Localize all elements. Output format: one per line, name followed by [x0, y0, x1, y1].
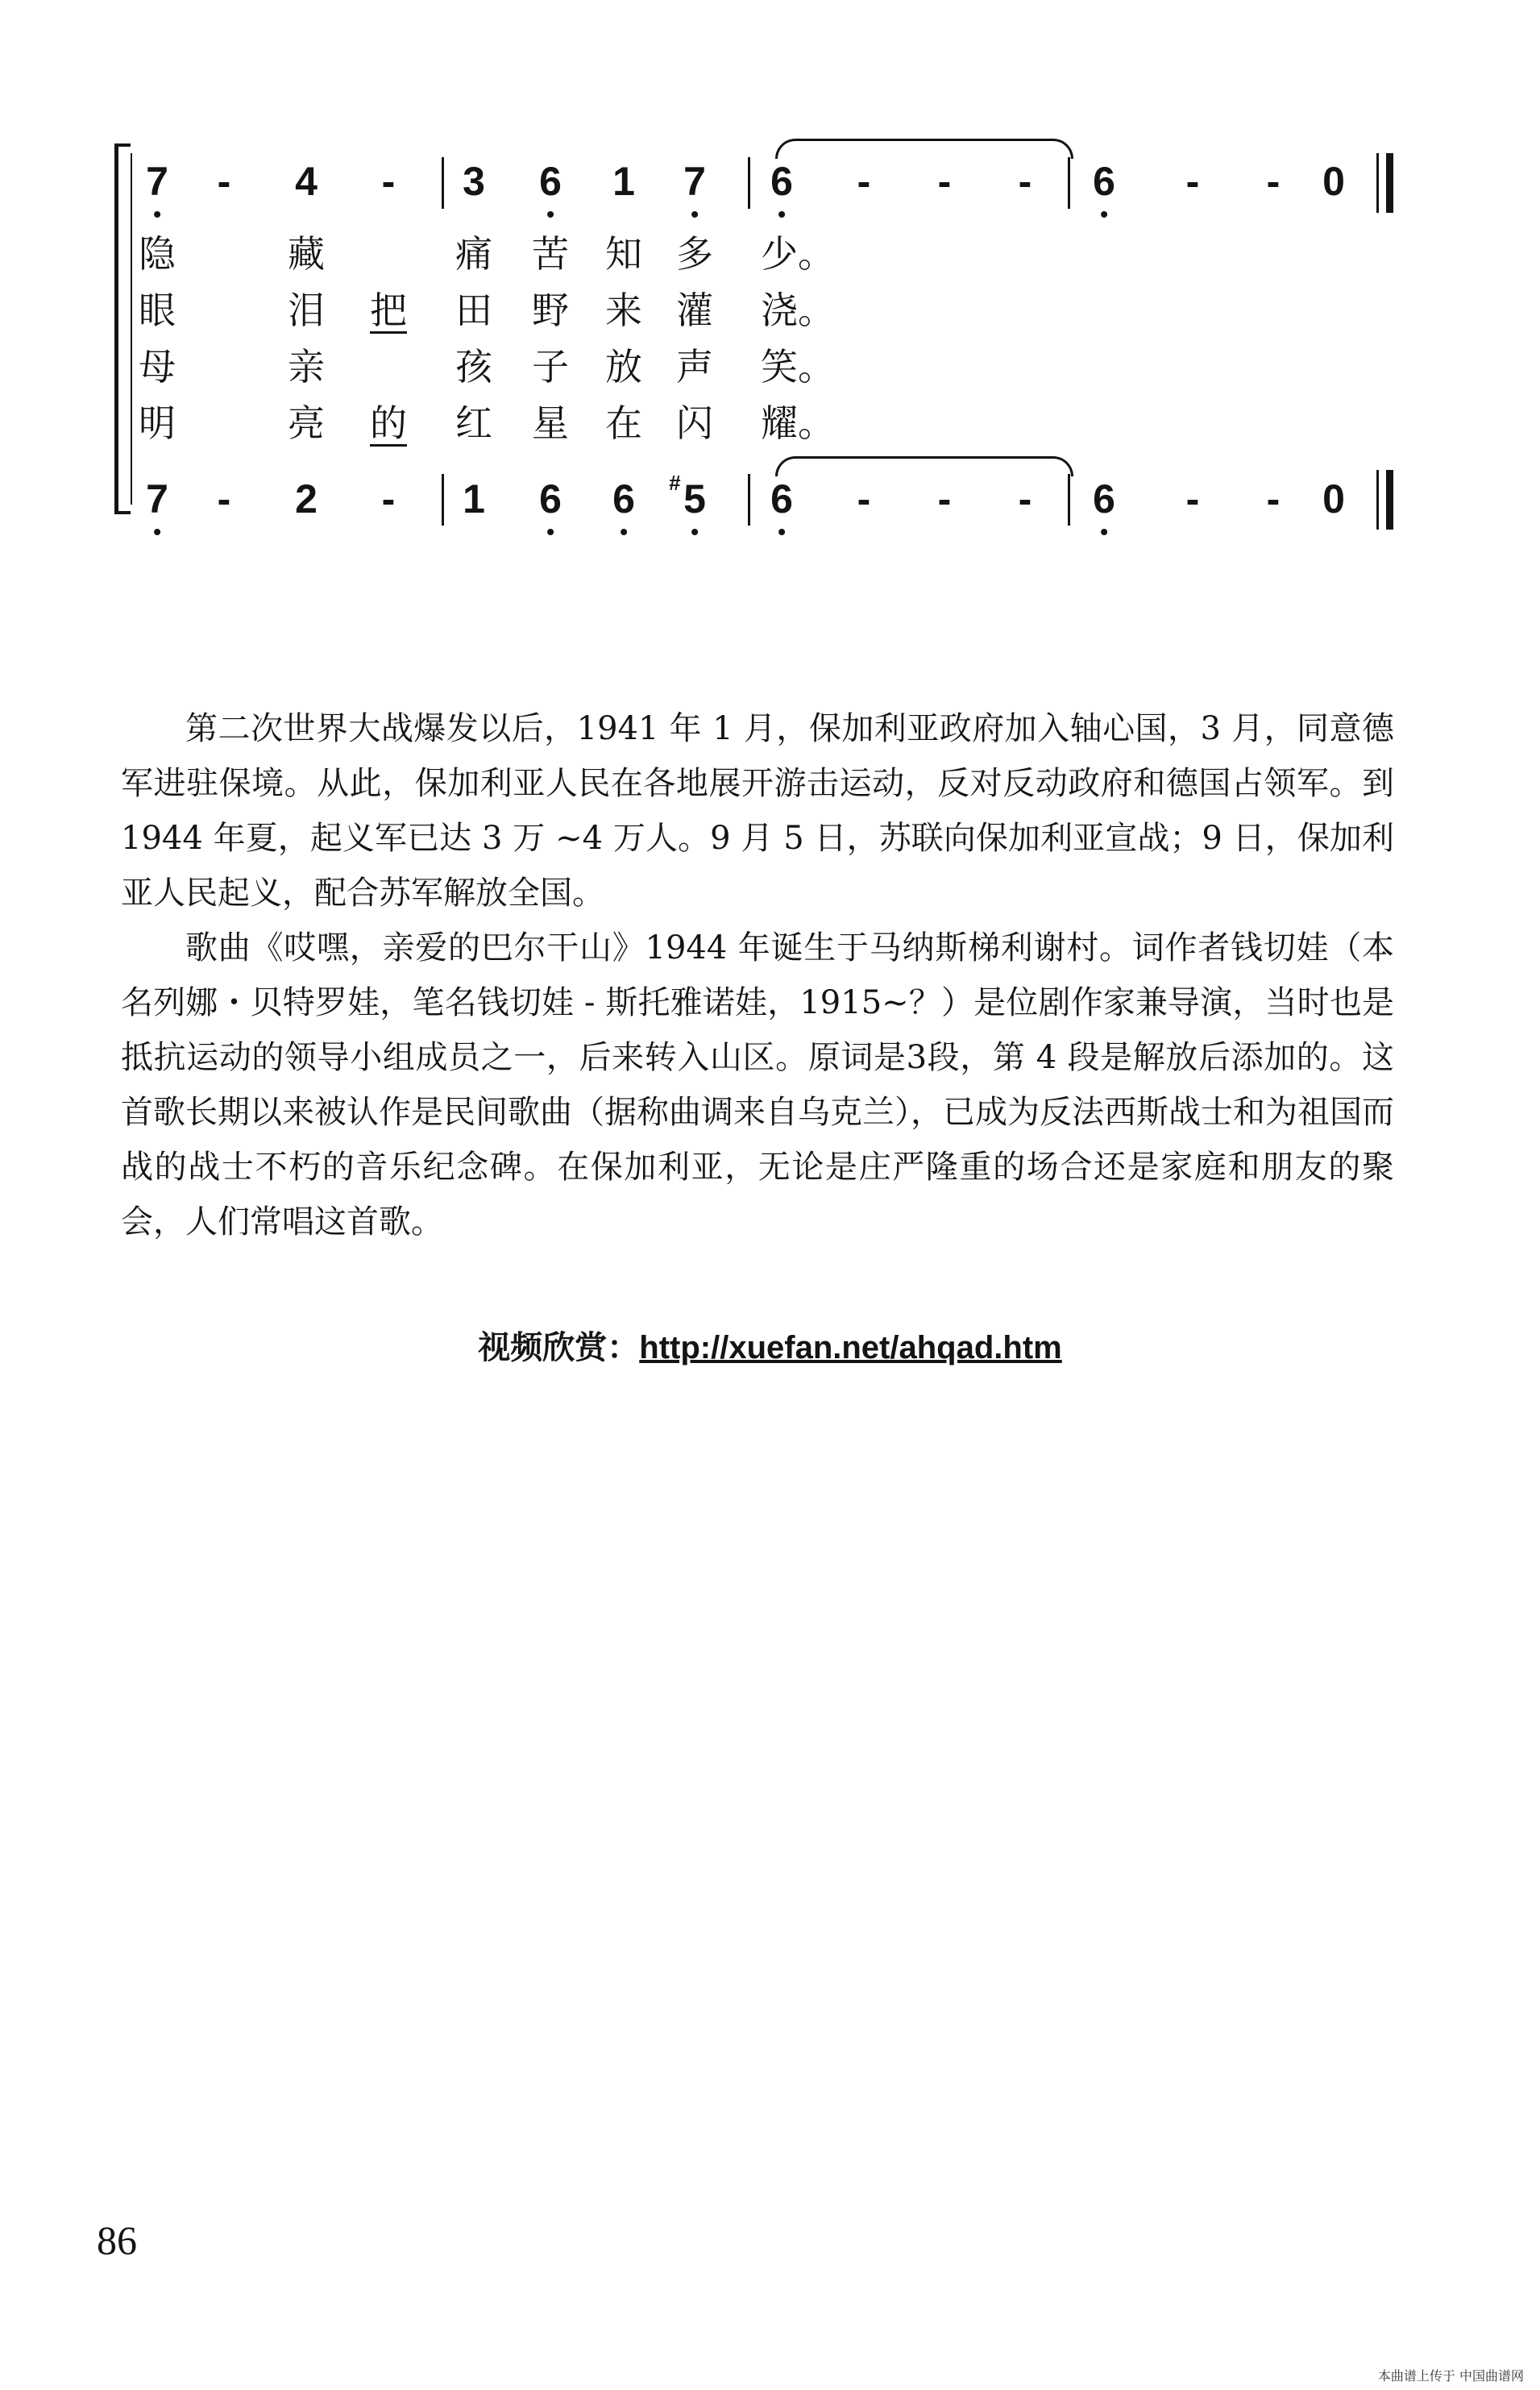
final-barline-thick: [1386, 470, 1393, 530]
note: 7: [146, 161, 168, 202]
lyric-syllable: 在: [605, 401, 642, 445]
lyric-syllable: 红: [455, 401, 492, 445]
final-barline-thick: [1386, 153, 1393, 213]
note: -: [1266, 159, 1281, 204]
tie: [775, 139, 1073, 159]
note: 1: [612, 159, 635, 204]
lyric-syllable: 子: [532, 345, 569, 389]
lyric-syllable: 闪: [676, 401, 713, 445]
note: -: [1266, 476, 1281, 522]
video-link[interactable]: http://xuefan.net/ahqad.htm: [639, 1330, 1062, 1365]
system-bracket-top-hook: [114, 143, 131, 147]
barline: [442, 157, 444, 209]
octave-dot: [621, 529, 627, 535]
system-bracket-inner: [131, 153, 132, 505]
note: 0: [1322, 476, 1345, 522]
system-bracket: [114, 143, 118, 514]
barline: [442, 474, 444, 526]
note: -: [937, 476, 952, 522]
octave-dot: [547, 211, 554, 218]
lyric-syllable: 野: [532, 289, 569, 332]
octave-dot: [154, 529, 160, 535]
lyric-syllable: 灌: [676, 289, 713, 332]
lyric-syllable: 的: [370, 401, 407, 445]
lyric-syllable: 亲: [288, 345, 325, 389]
page-number: 86: [97, 2218, 137, 2263]
footer-watermark: 本曲谱上传于 中国曲谱网: [1377, 2368, 1524, 2384]
octave-dot: [691, 529, 698, 535]
lyric-syllable: 放: [605, 345, 642, 389]
note: -: [217, 476, 231, 522]
final-barline-thin: [1376, 153, 1379, 213]
note: 1: [463, 476, 485, 522]
octave-dot: [547, 529, 554, 535]
lyric-syllable: 隐: [139, 232, 176, 276]
lyric-syllable: 田: [455, 289, 492, 332]
lyric-syllable: 藏: [288, 232, 325, 276]
note: 6: [770, 161, 793, 202]
lyric-syllable: 少。: [761, 232, 835, 276]
octave-dot: [1101, 211, 1107, 218]
octave-dot: [154, 211, 160, 218]
video-line: [0, 1322, 1540, 1368]
note: -: [1018, 159, 1032, 204]
tie: [775, 456, 1073, 476]
final-barline-thin: [1376, 470, 1379, 530]
lyric-syllable: 眼: [139, 289, 176, 332]
note: 6: [539, 161, 562, 202]
article-text: [121, 701, 1394, 1249]
sharp-accidental: #: [669, 471, 681, 495]
note: 0: [1322, 159, 1345, 204]
lyric-syllable: 声: [676, 345, 713, 389]
note: -: [217, 159, 231, 204]
lyric-syllable: 孩: [455, 345, 492, 389]
octave-dot: [1101, 529, 1107, 535]
lyric-syllable: 母: [139, 345, 176, 389]
lyric-syllable: 亮: [288, 401, 325, 445]
system-bracket-bottom-hook: [114, 511, 131, 514]
lyric-syllable: 痛: [455, 232, 492, 276]
note: 3: [463, 159, 485, 204]
paragraph-1: 第二次世界大战爆发以后，1941 年 1 月，保加利亚政府加入轴心国，3 月，同意德军进驻保境。从此，保加利亚人民在各地展开游击运动，反对反动政府和德国占领军。到 1944 年夏，起义军已达 3 万 ~4 万人。9 月 5 日，苏联向保加利亚宣战；9 日，保加利亚人民起义，配合苏军解放全国。: [121, 710, 1394, 912]
barline: [1068, 474, 1070, 526]
barline: [748, 474, 750, 526]
lyric-syllable: 星: [532, 401, 569, 445]
note: 6: [1093, 161, 1115, 202]
lyric-syllable: 把: [370, 289, 407, 332]
lyric-syllable: 多: [676, 232, 713, 276]
note: 6: [1093, 479, 1115, 519]
note: 6: [612, 479, 635, 519]
octave-dot: [778, 529, 785, 535]
note: -: [1018, 476, 1032, 522]
octave-dot: [691, 211, 698, 218]
paragraph-2: 歌曲《哎嘿，亲爱的巴尔干山》1944 年诞生于马纳斯梯利谢村。词作者钱切娃（本名列娜・贝特罗娃，笔名钱切娃 - 斯托雅诺娃，1915~？）是位剧作家兼导演，当时也是抵抗运动的领导小组成员之一，后来转入山区。原词是3段，第 4 段是解放后添加的。这首歌长期以来被认作是民间歌曲（据称曲调来自乌克兰），已成为反法西斯战士和为祖国而战的战士不朽的音乐纪念碑。在保加利亚，无论是庄严隆重的场合还是家庭和朋友的聚会，人们常唱这首歌。: [121, 929, 1394, 1241]
barline: [1068, 157, 1070, 209]
note: 7: [683, 161, 706, 202]
lyric-syllable: 耀。: [761, 401, 835, 445]
note: -: [381, 476, 396, 522]
note: -: [1185, 476, 1200, 522]
note: 4: [295, 159, 318, 204]
barline: [748, 157, 750, 209]
lyric-syllable: 苦: [532, 232, 569, 276]
lyric-syllable: 明: [139, 401, 176, 445]
note: -: [937, 159, 952, 204]
note: 7: [146, 479, 168, 519]
note: -: [857, 159, 871, 204]
note: -: [857, 476, 871, 522]
video-label: 视频欣赏：: [478, 1330, 640, 1365]
lyric-syllable: 知: [605, 232, 642, 276]
note: -: [381, 159, 396, 204]
lyric-syllable: 泪: [288, 289, 325, 332]
note: 6: [770, 479, 793, 519]
note: 2: [295, 476, 318, 522]
note: -: [1185, 159, 1200, 204]
note: 6: [539, 479, 562, 519]
octave-dot: [778, 211, 785, 218]
lyric-syllable: 浇。: [761, 289, 835, 332]
note: 5 #: [683, 479, 706, 519]
lyric-syllable: 笑。: [761, 345, 835, 389]
lyric-syllable: 来: [605, 289, 642, 332]
